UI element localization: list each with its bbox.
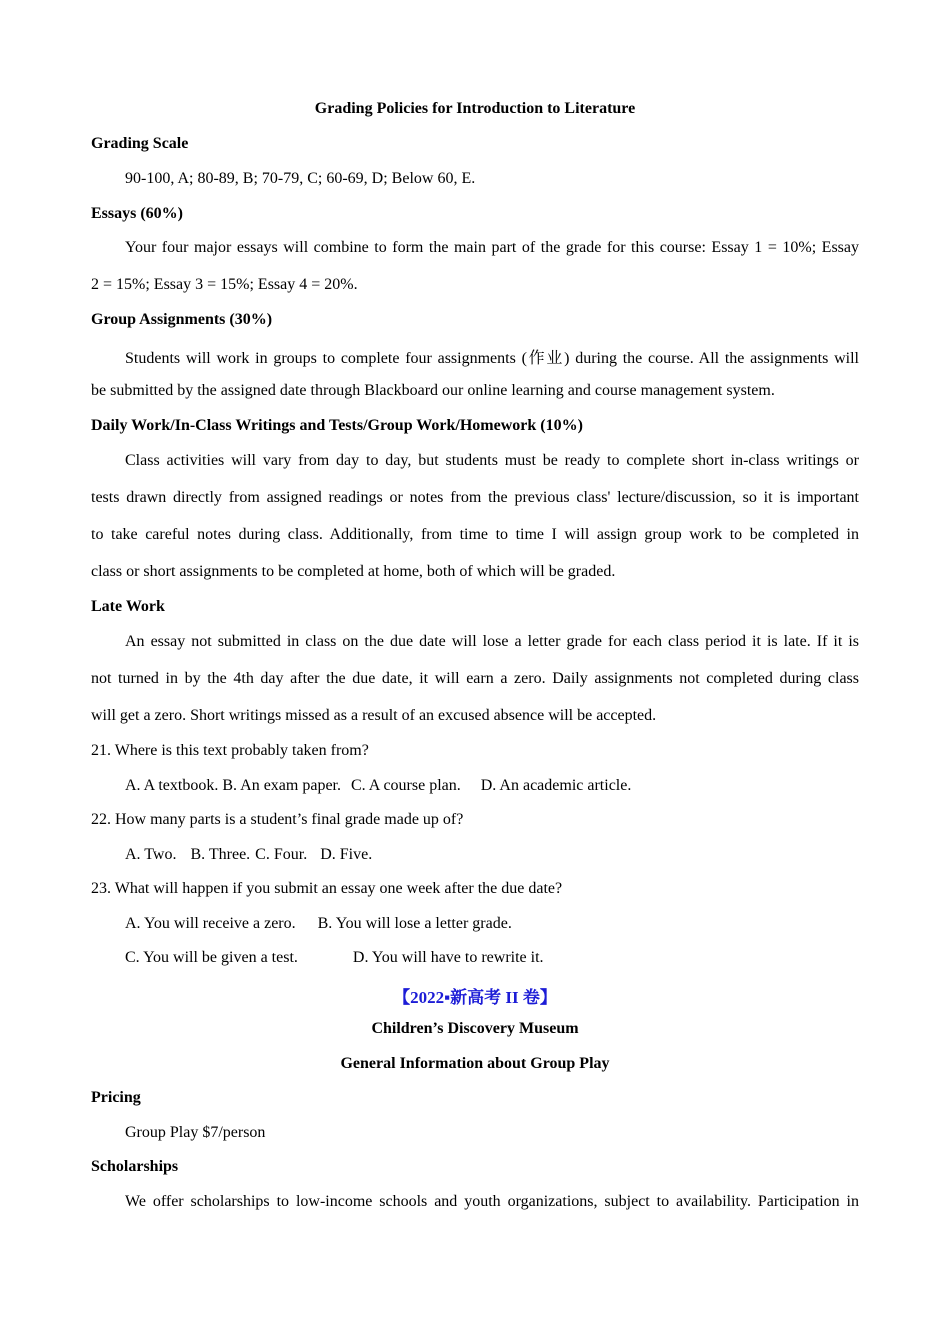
option-a: A. You will receive a zero. [125, 915, 296, 932]
section-heading-daily-work: Daily Work/In-Class Writings and Tests/Group Work/Homework (10%) [91, 417, 583, 434]
grading-scale-text: 90-100, A; 80-89, B; 70-79, C; 60-69, D; Below 60, E. [125, 170, 476, 187]
essays-text-line-2: 2 = 15%; Essay 3 = 15%; Essay 4 = 20%. [91, 276, 358, 293]
question-23-options-row-1 [125, 915, 512, 933]
option-a: A. Two. [125, 846, 177, 863]
option-d: D. You will have to rewrite it. [352, 949, 544, 966]
option-b: B. Three. [190, 846, 251, 863]
question-23-options-row-2 [125, 949, 544, 967]
question-23: 23. What will happen if you submit an essay one week after the due date? [91, 880, 563, 897]
option-a: A. A textbook. [125, 777, 219, 794]
option-d: D. An academic article. [480, 777, 632, 794]
scholarships-line-1: We offer scholarships to low-income schools and youth organizations, subject to availability. Participation in [125, 1193, 859, 1210]
museum-subtitle: General Information about Group Play [340, 1055, 610, 1072]
daily-work-line-2: tests drawn directly from assigned readings or notes from the previous class' lecture/discussion, so it is important [91, 489, 859, 506]
option-b: B. You will lose a letter grade. [317, 915, 512, 932]
museum-title: Children’s Discovery Museum [371, 1020, 579, 1037]
exam-source-tag: 【2022▪新高考 II 卷】 [393, 988, 557, 1007]
option-b: B. An exam paper. [222, 777, 341, 794]
pricing-text: Group Play $7/person [125, 1124, 266, 1141]
question-22: 22. How many parts is a student’s final grade made up of? [91, 811, 464, 828]
section-heading-grading-scale: Grading Scale [91, 135, 189, 152]
section-heading-group-assignments: Group Assignments (30%) [91, 311, 273, 328]
section-heading-scholarships: Scholarships [91, 1158, 179, 1175]
question-21-options [125, 777, 631, 795]
section-heading-late-work: Late Work [91, 598, 165, 615]
essays-text-line-1: Your four major essays will combine to form the main part of the grade for this course: Essay 1 = 10%; Essay [125, 239, 859, 256]
daily-work-line-3: to take careful notes during class. Additionally, from time to time I will assign group work to be completed in [91, 526, 859, 543]
doc-title: Grading Policies for Introduction to Literature [314, 100, 636, 117]
daily-work-line-1: Class activities will vary from day to day, but students must be ready to complete short in-class writings or [125, 452, 859, 469]
daily-work-line-4: class or short assignments to be completed at home, both of which will be graded. [91, 563, 616, 580]
option-c: C. Four. [255, 846, 308, 863]
group-assignments-line-1: Students will work in groups to complete four assignments (作业) during the course. All the assignments will [125, 350, 859, 367]
section-heading-essays: Essays (60%) [91, 205, 184, 222]
late-work-line-1: An essay not submitted in class on the due date will lose a letter grade for each class period it is late. If it is [125, 633, 859, 650]
late-work-line-3: will get a zero. Short writings missed as a result of an excused absence will be accepted. [91, 707, 657, 724]
section-heading-pricing: Pricing [91, 1089, 141, 1106]
option-c: C. You will be given a test. [125, 949, 298, 966]
option-d: D. Five. [320, 846, 373, 863]
group-assignments-line-2: be submitted by the assigned date through Blackboard our online learning and course management system. [91, 382, 775, 399]
question-21: 21. Where is this text probably taken from? [91, 742, 369, 759]
option-c: C. A course plan. [350, 777, 461, 794]
question-22-options [125, 846, 372, 864]
late-work-line-2: not turned in by the 4th day after the due date, it will earn a zero. Daily assignments not completed during class [91, 670, 859, 687]
